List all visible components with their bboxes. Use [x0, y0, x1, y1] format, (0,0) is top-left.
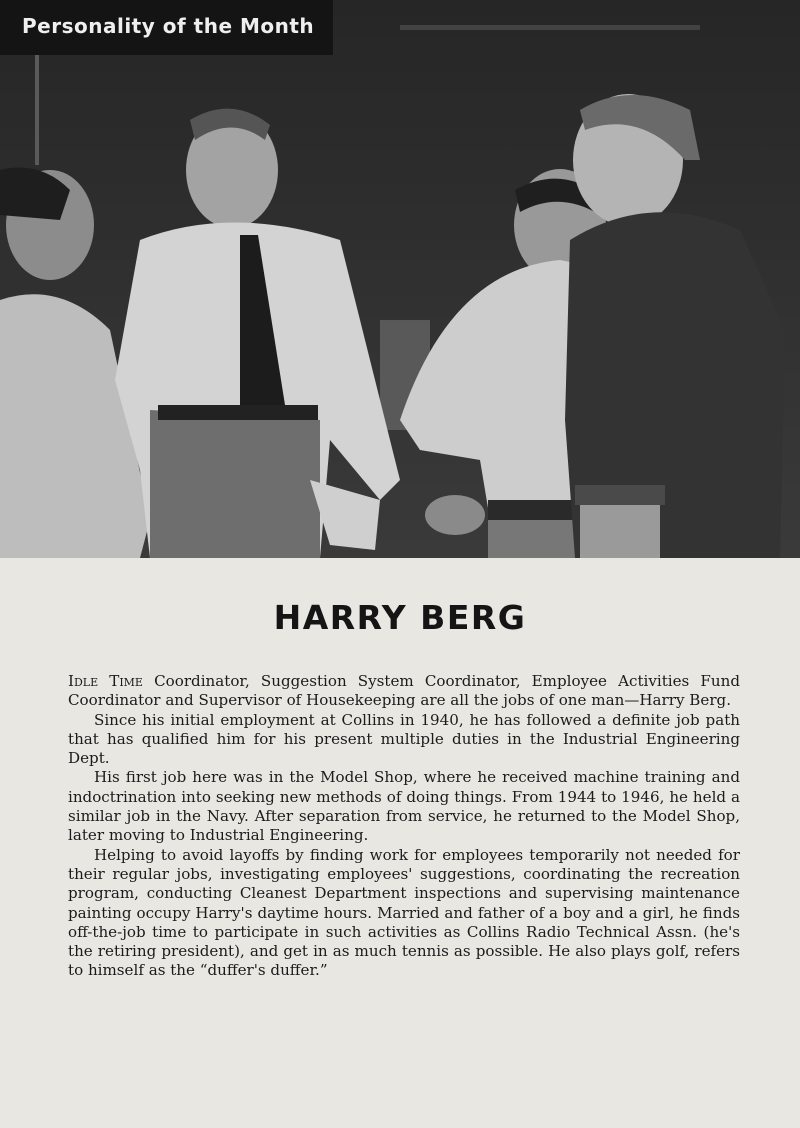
- article-paragraph-4: Helping to avoid layoffs by finding work for employees temporarily not needed for their regular jobs, investigating employees' suggestions, coordinating the recreation program, conducting Cleanest Department inspections and supervising maintenance painting occupy Harry's daytime hours. Married and father of a boy and a girl, he finds off-the-job time to participate in such activities as Collins Radio Technical Assn. (he's the retiring president), and get in as much tennis as possible. He also plays golf, refers to himself as the “duffer's duffer.”: [68, 845, 740, 980]
- article-paragraph-2: Since his initial employment at Collins in 1940, he has followed a definite job path that has qualified him for his present multiple duties in the Industrial Engineering Dept.: [68, 710, 740, 768]
- article-paragraph-3: His first job here was in the Model Shop, where he received machine training and indoctrination into seeking new methods of doing things. From 1944 to 1946, he held a similar job in the Navy. After separation from service, he returned to the Model Shop, later moving to Industrial Engineering.: [68, 768, 740, 845]
- lead-in-text: Idle Time: [68, 672, 143, 690]
- group-photo: [0, 0, 800, 558]
- article-title: HARRY BERG: [273, 598, 527, 637]
- article-paragraph-1: [68, 672, 740, 711]
- photo-illustration: [0, 0, 800, 558]
- section-banner: [0, 0, 333, 55]
- paragraph-1-text: Coordinator, Suggestion System Coordinator, Employee Activities Fund Coordinator and Supervisor of Housekeeping are all the jobs of one man—Harry Berg.: [68, 672, 740, 710]
- article-body: [68, 672, 740, 981]
- section-banner-label: Personality of the Month: [22, 14, 315, 38]
